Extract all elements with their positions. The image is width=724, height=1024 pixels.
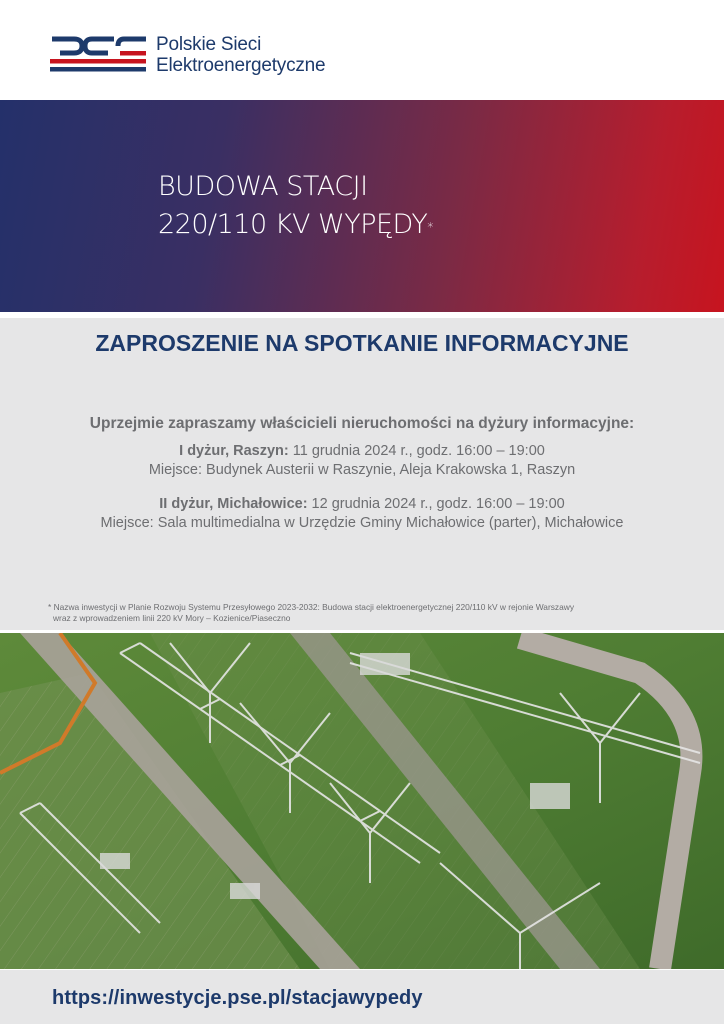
brand-name [156, 34, 325, 76]
brand-name-line2: Elektroenergetyczne [156, 55, 326, 76]
footnote-line1: * Nazwa inwestycji w Planie Rozwoju Systemu Przesyłowego 2023-2032: Budowa stacji elektroenergetycznej 220/110 kV w rejonie Warszawy [48, 602, 575, 612]
duty-michalowice-when: 12 grudnia 2024 r., godz. 16:00 – 19:00 [307, 496, 565, 512]
header [0, 0, 724, 100]
project-title-line1: BUDOWA STACJI [158, 171, 368, 202]
footer [0, 970, 724, 1024]
duty-michalowice-label: II dyżur, Michałowice: [159, 496, 308, 512]
duty-michalowice [0, 495, 724, 533]
invitation-heading: ZAPROSZENIE NA SPOTKANIE INFORMACYJNE [95, 330, 629, 356]
substation-illustration [0, 633, 724, 969]
substation-aerial-photo [0, 633, 724, 969]
duty-raszyn [0, 442, 724, 480]
footnote [48, 602, 688, 624]
duty-raszyn-place: Miejsce: Budynek Austerii w Raszynie, Aleja Krakowska 1, Raszyn [148, 462, 576, 478]
footnote-marker: * [427, 220, 433, 234]
duty-raszyn-when: 11 grudnia 2024 r., godz. 16:00 – 19:00 [288, 443, 545, 459]
title-banner [0, 100, 724, 312]
pse-logo-icon [50, 35, 148, 73]
project-url[interactable]: https://inwestycje.pse.pl/stacjawypedy [52, 987, 423, 1009]
footnote-line2: wraz z wprowadzeniem linii 220 kV Mory – Kozienice/Piaseczno [53, 613, 291, 623]
duty-michalowice-place: Miejsce: Sala multimedialna w Urzędzie Gminy Michałowice (parter), Michałowice [100, 515, 624, 531]
project-title [158, 168, 433, 244]
project-title-line2: 220/110 KV WYPĘDY [158, 209, 428, 240]
brand-name-line1: Polskie Sieci [156, 34, 262, 55]
invitation-intro: Uprzejmie zapraszamy właścicieli nieruchomości na dyżury informacyjne: [89, 415, 635, 432]
duty-raszyn-label: I dyżur, Raszyn: [179, 443, 289, 459]
invitation-section [0, 318, 724, 630]
